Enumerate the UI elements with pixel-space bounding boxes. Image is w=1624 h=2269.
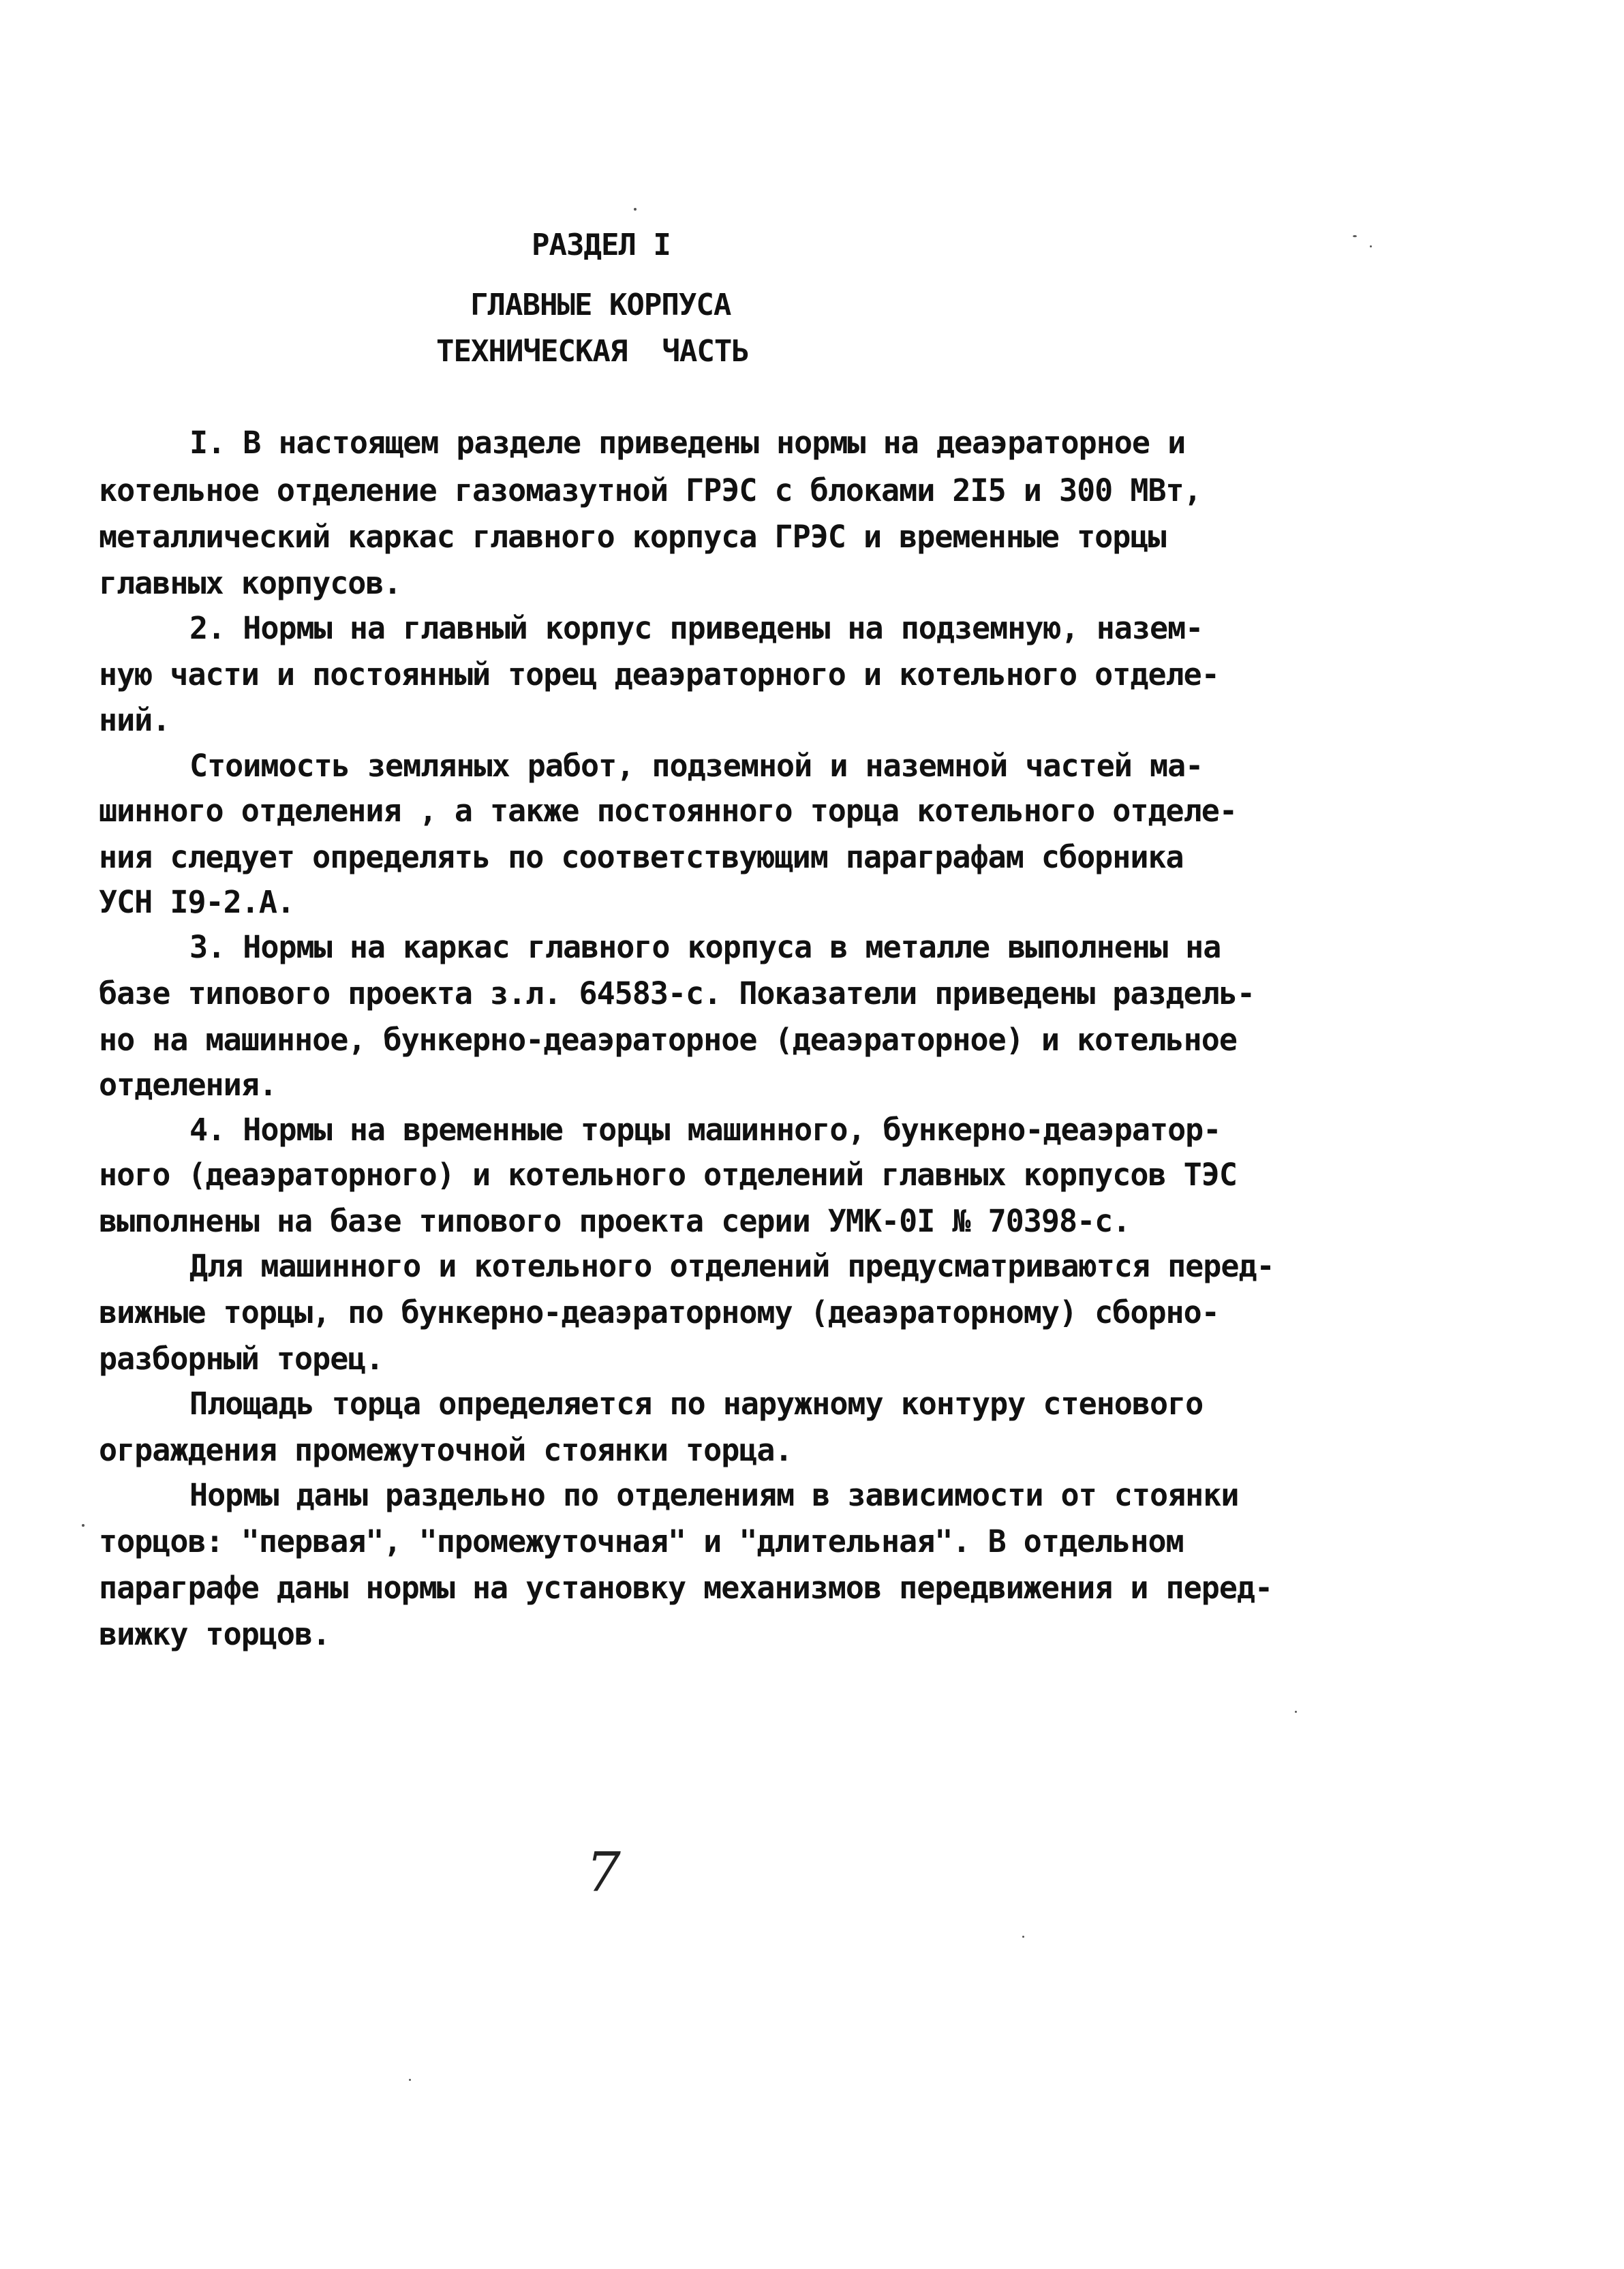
scan-speck (82, 1524, 85, 1527)
text-line: УСН I9-2.А. (99, 884, 295, 920)
text-line: выполнены на базе типового проекта серии УМК-0I № 70398-с. (99, 1203, 1131, 1239)
text-line: вижку торцов. (99, 1616, 331, 1652)
scan-speck (1022, 1936, 1024, 1938)
text-line: 2. Нормы на главный корпус приведены на подземную, назем- (189, 610, 1204, 646)
text-line: вижные торцы, по бункерно-деаэраторному (деаэраторному) сборно- (99, 1294, 1219, 1330)
text-line: но на машинное, бункерно-деаэраторное (деаэраторное) и котельное (99, 1022, 1237, 1058)
text-line: Стоимость земляных работ, подземной и наземной частей ма- (189, 748, 1204, 784)
scan-speck (409, 2079, 411, 2081)
scan-speck (634, 208, 637, 211)
text-line: ний. (99, 702, 170, 738)
scan-speck (1370, 245, 1372, 247)
scan-speck (1295, 1711, 1297, 1713)
text-line: 4. Нормы на временные торцы машинного, бункерно-деаэратор- (189, 1112, 1221, 1148)
text-line: отделения. (99, 1067, 277, 1103)
text-line: металлический каркас главного корпуса ГРЭС и временные торцы (99, 519, 1166, 555)
text-line: торцов: "первая", "промежуточная" и "длительная". В отдельном (99, 1523, 1184, 1559)
text-line: ного (деаэраторного) и котельного отделений главных корпусов ТЭС (99, 1157, 1237, 1193)
text-line: Для машинного и котельного отделений предусматриваются перед- (189, 1248, 1274, 1284)
text-line: Нормы даны раздельно по отделениям в зависимости от стоянки (189, 1477, 1239, 1513)
text-line: 3. Нормы на каркас главного корпуса в металле выполнены на (189, 929, 1221, 965)
subtitle-technical-part: ТЕХНИЧЕСКАЯ ЧАСТЬ (436, 334, 749, 369)
text-line: параграфе даны нормы на установку механизмов передвижения и перед- (99, 1570, 1273, 1606)
text-line: ную части и постоянный торец деаэраторного и котельного отделе- (99, 656, 1219, 692)
text-line: Площадь торца определяется по наружному контуру стенового (189, 1386, 1204, 1422)
text-line: разборный торец. (99, 1341, 384, 1377)
text-line: главных корпусов. (99, 565, 401, 601)
text-line: I. В настоящем разделе приведены нормы на деаэраторное и (189, 425, 1186, 461)
scan-speck (1353, 235, 1357, 237)
subtitle-main-buildings: ГЛАВНЫЕ КОРПУСА (470, 288, 731, 322)
text-line: базе типового проекта з.л. 64583-с. Показатели приведены раздель- (99, 975, 1255, 1011)
section-title: РАЗДЕЛ I (532, 228, 671, 262)
text-line: котельное отделение газомазутной ГРЭС с блоками 2I5 и 300 МВт, (99, 472, 1201, 508)
text-line: ния следует определять по соответствующим параграфам сборника (99, 839, 1184, 875)
page-number: 7 (586, 1840, 621, 1904)
text-line: шинного отделения , а также постоянного торца котельного отделе- (99, 793, 1237, 829)
text-line: ограждения промежуточной стоянки торца. (99, 1432, 793, 1468)
